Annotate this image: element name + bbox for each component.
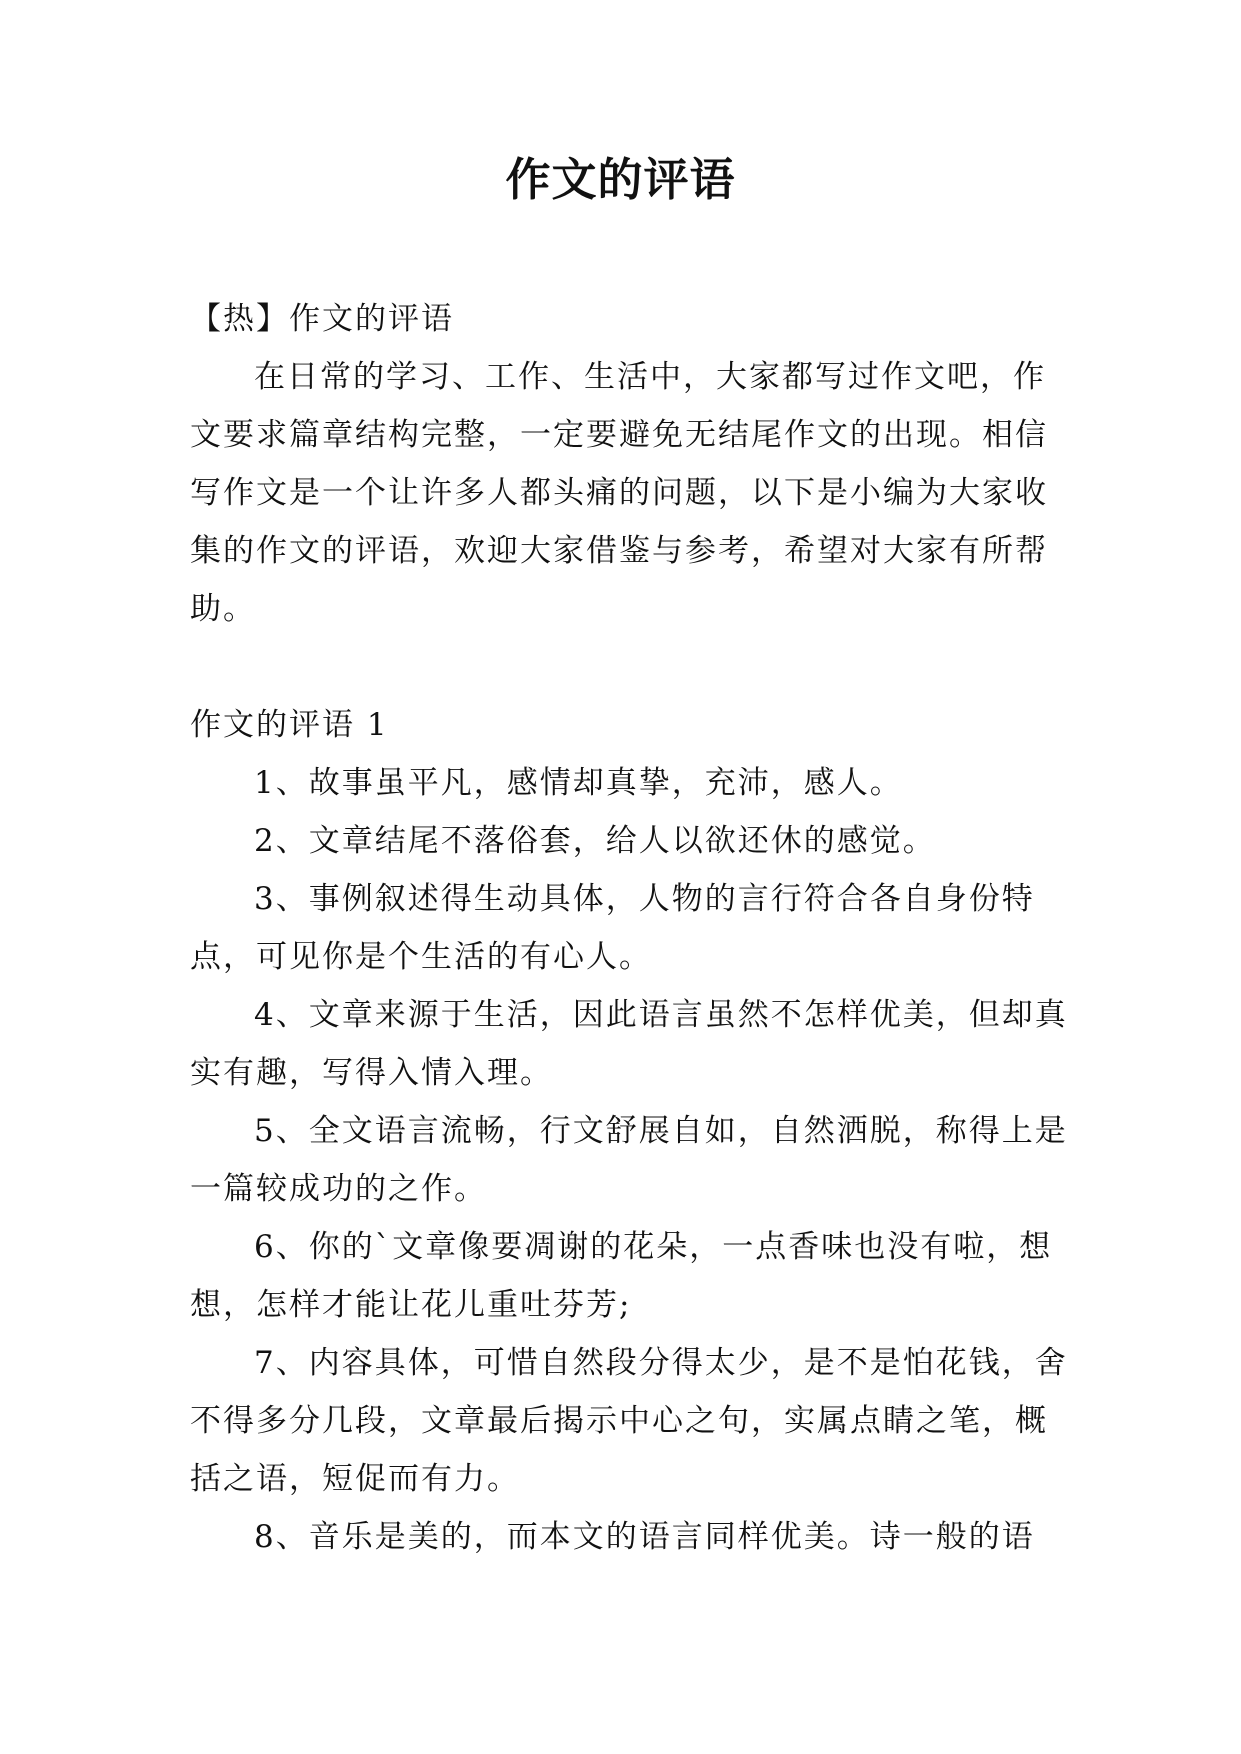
document-body <box>190 290 1070 1566</box>
comment-item-3: 3、事例叙述得生动具体，人物的言行符合各自身份特点，可见你是个生活的有心人。 <box>190 881 1035 975</box>
comment-item-8: 8、音乐是美的，而本文的语言同样优美。诗一般的语 <box>254 1519 1035 1555</box>
document-title: 作文的评语 <box>505 153 736 206</box>
paragraph-spacer <box>190 638 1070 696</box>
intro-paragraph: 在日常的学习、工作、生活中，大家都写过作文吧，作文要求篇章结构完整，一定要避免无结尾作文的出现。相信写作文是一个让许多人都头痛的问题，以下是小编为大家收集的作文的评语，欢迎大家借鉴与参考，希望对大家有所帮助。 <box>190 359 1048 627</box>
comment-item-6: 6、你的`文章像要凋谢的花朵，一点香味也没有啦，想想，怎样才能让花儿重吐芬芳; <box>190 1229 1053 1323</box>
heading-line: 【热】作文的评语 <box>190 301 454 337</box>
section-title: 作文的评语 1 <box>190 707 389 743</box>
comment-item-1: 1、故事虽平凡，感情却真挚，充沛，感人。 <box>254 765 903 801</box>
comment-item-2: 2、文章结尾不落俗套，给人以欲还休的感觉。 <box>254 823 936 859</box>
comment-item-7: 7、内容具体，可惜自然段分得太少，是不是怕花钱，舍不得多分几段，文章最后揭示中心之句，实属点睛之笔，概括之语，短促而有力。 <box>190 1345 1068 1497</box>
comment-item-4: 4、文章来源于生活，因此语言虽然不怎样优美，但却真实有趣，写得入情入理。 <box>190 997 1068 1091</box>
comment-item-5: 5、全文语言流畅，行文舒展自如，自然洒脱，称得上是一篇较成功的之作。 <box>190 1113 1068 1207</box>
